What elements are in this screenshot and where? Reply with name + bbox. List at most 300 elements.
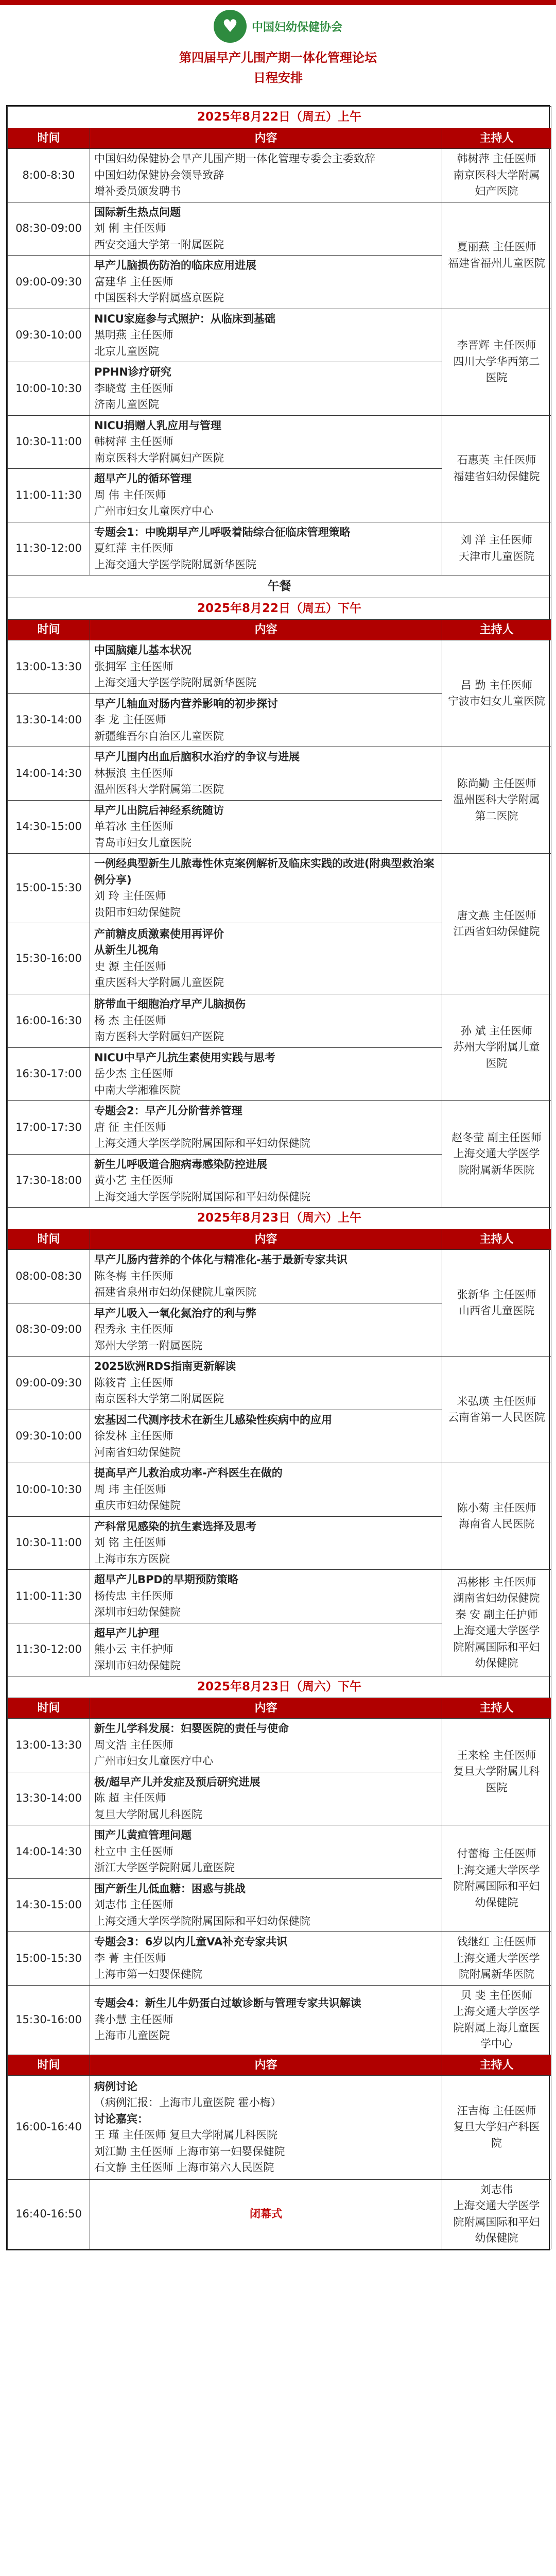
session-label: 2025年8月23日（周六）上午 [8, 1208, 551, 1229]
column-header-content: 内容 [90, 1698, 442, 1719]
table-row [8, 2179, 551, 2249]
speaker-line: 陈 超 主任医师 [94, 1792, 166, 1804]
table-row [8, 1357, 551, 1410]
speaker-line: 重庆市妇幼保健院 [94, 1499, 181, 1512]
talk-title: 2025欧洲RDS指南更新解读 [94, 1360, 236, 1372]
speaker-line: 上海市东方医院 [94, 1552, 170, 1565]
table-row [8, 854, 551, 923]
speaker-line: 周 伟 主任医师 [94, 488, 166, 501]
speaker-line: 南方医科大学附属妇产医院 [94, 1030, 224, 1043]
speaker-line: 中国妇幼保健协会领导致辞 [94, 168, 224, 181]
talk-title: 早产儿脑损伤防治的临床应用进展 [94, 259, 256, 272]
speaker-line: 熊小云 主任护师 [94, 1643, 173, 1655]
host-line: 海南省人民医院 [459, 1518, 534, 1530]
speaker-line: 陈冬梅 主任医师 [94, 1269, 173, 1282]
table-row [8, 1463, 551, 1517]
column-header-content: 内容 [90, 128, 442, 149]
talk-title: NICU家庭参与式照护：从临床到基础 [94, 312, 275, 325]
row-time: 11:00-11:30 [8, 1570, 90, 1623]
row-content [90, 202, 442, 256]
speaker-line: 李 菁 主任医师 [94, 1952, 166, 1964]
talk-title: 专题会2：早产儿分阶营养管理 [94, 1105, 242, 1117]
host-line: 韩树萍 主任医师 [457, 152, 536, 165]
row-time: 14:00-14:30 [8, 1825, 90, 1879]
host-line: 汪吉梅 主任医师 [457, 2104, 536, 2117]
talk-title: 超早产儿护理 [94, 1626, 159, 1639]
row-time: 11:30-12:00 [8, 522, 90, 575]
row-content [90, 309, 442, 362]
host-line: 天津市儿童医院 [459, 550, 534, 563]
host-line: 宁波市妇女儿童医院 [448, 695, 545, 707]
speaker-line: 郑州大学第一附属医院 [94, 1339, 202, 1352]
row-time: 09:30-10:00 [8, 1410, 90, 1463]
session-header-row [8, 598, 551, 620]
host-line: 唐文燕 主任医师 [457, 909, 536, 922]
host-line: 苏州大学附属儿童 [453, 1041, 540, 1054]
row-time: 14:00-14:30 [8, 747, 90, 801]
row-host [442, 202, 551, 309]
speaker-line: 深圳市妇幼保健院 [94, 1606, 181, 1618]
row-content [90, 747, 442, 801]
speaker-line: 上海市儿童医院 [94, 2029, 170, 2042]
row-time: 14:30-15:00 [8, 1878, 90, 1932]
row-time: 10:30-11:00 [8, 415, 90, 469]
speaker-line: 中国医科大学附属盛京医院 [94, 292, 224, 304]
row-content [90, 1250, 442, 1303]
column-header-time: 时间 [8, 1698, 90, 1719]
row-content [90, 256, 442, 309]
speaker-line: 温州医科大学附属第二医院 [94, 783, 224, 795]
row-time: 08:00-08:30 [8, 1250, 90, 1303]
row-time: 10:00-10:30 [8, 1463, 90, 1517]
speaker-line: 上海交通大学医学院附属国际和平妇幼保健院 [94, 1137, 310, 1149]
speaker-line: 河南省妇幼保健院 [94, 1446, 181, 1459]
row-content [90, 1772, 442, 1825]
row-host [442, 640, 551, 747]
host-line: 院附属新华医院 [459, 1968, 534, 1980]
talk-title: 超早产儿的循环管理 [94, 472, 192, 485]
host-line: 上海交通大学医学 [453, 1147, 540, 1160]
row-host [442, 1985, 551, 2055]
row-time: 15:30-16:00 [8, 923, 90, 994]
speaker-line: 上海交通大学医学院附属新华医院 [94, 676, 256, 689]
talk-title-secondary: 讨论嘉宾： [94, 2112, 148, 2125]
row-host [442, 1357, 551, 1463]
row-host [442, 1570, 551, 1676]
row-content [90, 1463, 442, 1517]
lunch-label: 午餐 [8, 575, 551, 598]
host-line: 上海交通大学医学 [453, 2005, 540, 2018]
row-content [90, 800, 442, 854]
column-header-host: 主持人 [442, 1229, 551, 1250]
org-name: 中国妇幼保健协会 [251, 21, 342, 34]
column-header-host: 主持人 [442, 620, 551, 640]
talk-title: 专题会3：6岁以内儿童VA补充专家共识 [94, 1936, 288, 1948]
speaker-line: 黄小艺 主任医师 [94, 1174, 173, 1187]
host-line: 第二医院 [475, 809, 518, 822]
session-header-row [8, 1208, 551, 1229]
row-time: 09:00-09:30 [8, 256, 90, 309]
talk-title: 国际新生热点问题 [94, 206, 181, 218]
host-line: 医院 [485, 371, 508, 384]
row-content [90, 2075, 442, 2179]
talk-title: 中国脑瘫儿基本状况 [94, 644, 192, 656]
host-line: 秦 安 副主任护师 [455, 1608, 538, 1621]
schedule-subtitle: 日程安排 [253, 71, 303, 85]
row-content [90, 1410, 442, 1463]
speaker-line: 上海交通大学医学院附属国际和平妇幼保健院 [94, 1190, 310, 1203]
row-time: 15:30-16:00 [8, 1985, 90, 2055]
table-row [8, 747, 551, 801]
table-row [8, 1985, 551, 2055]
host-line: 吕 勤 主任医师 [460, 679, 533, 691]
row-content [90, 1623, 442, 1676]
talk-title: 专题会4：新生儿牛奶蛋白过敏诊断与管理专家共识解读 [94, 1997, 361, 2010]
row-host [442, 854, 551, 994]
talk-title: 围产儿黄疸管理问题 [94, 1829, 192, 1841]
talk-title: NICU捐赠人乳应用与管理 [94, 419, 221, 432]
host-line: 冯彬彬 主任医师 [457, 1575, 536, 1588]
table-row [8, 1570, 551, 1623]
table-row [8, 640, 551, 694]
row-content [90, 1303, 442, 1357]
talk-title: 超早产儿BPD的早期预防策略 [94, 1573, 238, 1586]
row-time: 11:00-11:30 [8, 469, 90, 522]
talk-title: PPHN诊疗研究 [94, 366, 171, 378]
row-host [442, 309, 551, 415]
host-line: 王来栓 主任医师 [457, 1749, 536, 1761]
talk-title: 极/超早产儿并发症及预后研究进展 [94, 1775, 260, 1788]
table-header-row [8, 620, 551, 640]
column-header-time: 时间 [8, 1229, 90, 1250]
speaker-line: 浙江大学医学院附属儿童医院 [94, 1861, 235, 1874]
table-row [8, 202, 551, 256]
row-content [90, 1357, 442, 1410]
row-content [90, 994, 442, 1048]
speaker-line: 深圳市妇幼保健院 [94, 1659, 181, 1672]
row-content [90, 1825, 442, 1879]
row-content [90, 2179, 442, 2249]
row-time: 13:30-14:00 [8, 693, 90, 747]
row-content [90, 693, 442, 747]
host-line: 陈小菊 主任医师 [457, 1501, 536, 1514]
row-content [90, 854, 442, 923]
host-line: 四川大学华西第二 [453, 355, 540, 368]
host-line: 妇产医院 [475, 185, 518, 197]
table-header-row [8, 128, 551, 149]
host-line: 福建省妇幼保健院 [453, 470, 540, 483]
talk-title: 宏基因二代测序技术在新生儿感染性疾病中的应用 [94, 1413, 332, 1426]
column-header-content: 内容 [90, 620, 442, 640]
row-content [90, 1047, 442, 1101]
host-line: 云南省第一人民医院 [448, 1411, 545, 1423]
table-row [8, 522, 551, 575]
row-host [442, 994, 551, 1101]
speaker-line: 中南大学湘雅医院 [94, 1083, 181, 1096]
row-time: 16:40-16:50 [8, 2179, 90, 2249]
host-line: 医院 [485, 1781, 508, 1794]
table-row [8, 309, 551, 362]
host-line: 院附属上海儿童医 [453, 2021, 540, 2034]
host-line: 上海交通大学医学 [453, 2199, 540, 2212]
column-header-content: 内容 [90, 2055, 442, 2075]
row-content [90, 362, 442, 416]
speaker-line: 韩树萍 主任医师 [94, 435, 173, 448]
talk-title: NICU中早产儿抗生素使用实践与思考 [94, 1051, 275, 1064]
host-line: 院附属国际和平妇 [453, 2215, 540, 2228]
row-content [90, 1516, 442, 1570]
speaker-line: 广州市妇女儿童医疗中心 [94, 1755, 213, 1767]
table-row [8, 149, 551, 202]
speaker-line: 刘 铭 主任医师 [94, 1536, 166, 1549]
row-time: 13:00-13:30 [8, 640, 90, 694]
row-time: 09:00-09:30 [8, 1357, 90, 1410]
talk-title: 早产儿出院后神经系统随访 [94, 804, 224, 817]
speaker-line: 增补委员颁发聘书 [94, 185, 181, 197]
row-host [442, 1463, 551, 1570]
talk-title: 新生儿呼吸道合胞病毒感染防控进展 [94, 1158, 267, 1171]
row-host [442, 1932, 551, 1986]
talk-title: 产前糖皮质激素使用再评价 [94, 927, 224, 940]
table-header-row [8, 1229, 551, 1250]
speaker-line: 重庆医科大学附属儿童医院 [94, 976, 224, 989]
host-line: 院 [491, 2137, 502, 2149]
row-time: 14:30-15:00 [8, 800, 90, 854]
conference-title: 第四届早产儿围产期一体化管理论坛 [179, 50, 377, 65]
host-line: 陈尚勤 主任医师 [457, 777, 536, 790]
talk-title: 早产儿轴血对肠内营养影响的初步探讨 [94, 697, 278, 710]
talk-title: 专题会1：中晚期早产儿呼吸着陆综合征临床管理策略 [94, 526, 351, 538]
host-line: 温州医科大学附属 [453, 793, 540, 806]
row-time: 15:00-15:30 [8, 1932, 90, 1986]
speaker-line: 黑明燕 主任医师 [94, 329, 173, 341]
row-time: 09:30-10:00 [8, 309, 90, 362]
row-content [90, 1719, 442, 1772]
lunch-row [8, 575, 551, 598]
talk-title: 病例讨论 [94, 2080, 137, 2093]
row-host [442, 1101, 551, 1208]
host-line: 复旦大学附属儿科 [453, 1765, 540, 1778]
speaker-line: 西安交通大学第一附属医院 [94, 238, 224, 251]
speaker-line: 中国妇幼保健协会早产儿围产期一体化管理专委会主委致辞 [94, 152, 375, 165]
document-header [0, 5, 556, 85]
host-line: 南京医科大学附属 [453, 168, 540, 181]
row-host [442, 1825, 551, 1932]
row-content [90, 1985, 442, 2055]
speaker-line: 复旦大学附属儿科医院 [94, 1808, 202, 1821]
row-content [90, 1101, 442, 1155]
speaker-line: 杨传忠 主任医师 [94, 1589, 173, 1602]
row-time: 17:30-18:00 [8, 1154, 90, 1208]
column-header-host: 主持人 [442, 2055, 551, 2075]
row-time: 08:30-09:00 [8, 202, 90, 256]
speaker-line: 王 瑾 主任医师 复旦大学附属儿科医院 [94, 2129, 278, 2141]
host-line: 院附属新华医院 [459, 1163, 534, 1176]
speaker-line: 上海交通大学医学院附属国际和平妇幼保健院 [94, 1914, 310, 1927]
row-content [90, 1570, 442, 1623]
row-time: 15:00-15:30 [8, 854, 90, 923]
host-line: 刘志伟 [480, 2183, 513, 2196]
row-time: 16:00-16:40 [8, 2075, 90, 2179]
session-header-row [8, 107, 551, 128]
host-line: 石惠英 主任医师 [457, 454, 536, 466]
table-row [8, 1932, 551, 1986]
row-host [442, 1719, 551, 1825]
talk-title: 脐带血干细胞治疗早产儿脑损伤 [94, 998, 246, 1010]
host-line: 院附属国际和平妇 [453, 1640, 540, 1653]
row-host [442, 149, 551, 202]
row-time: 11:30-12:00 [8, 1623, 90, 1676]
speaker-line: 李晓莺 主任医师 [94, 382, 173, 395]
host-line: 幼保健院 [475, 1657, 518, 1669]
talk-title-secondary: 从新生儿视角 [94, 944, 159, 956]
column-header-host: 主持人 [442, 1698, 551, 1719]
host-line: 上海交通大学医学 [453, 1863, 540, 1876]
speaker-line: 陈筱青 主任医师 [94, 1376, 173, 1389]
row-content [90, 415, 442, 469]
speaker-line: 单若冰 主任医师 [94, 820, 173, 833]
speaker-line: 徐发林 主任医师 [94, 1430, 173, 1442]
host-line: 上海交通大学医学 [453, 1952, 540, 1964]
heart-shield-icon: ♥ [214, 10, 247, 43]
host-line: 赵冬莹 副主任医师 [451, 1131, 542, 1144]
speaker-line: 富建华 主任医师 [94, 275, 173, 288]
top-color-band [0, 0, 556, 5]
speaker-line: 李 龙 主任医师 [94, 714, 166, 726]
host-line: 复旦大学妇产科医 [453, 2121, 540, 2133]
schedule-table-wrapper [6, 105, 550, 2250]
host-line: 夏丽燕 主任医师 [457, 241, 536, 253]
speaker-line: 刘 俐 主任医师 [94, 222, 166, 234]
talk-title: 早产儿肠内营养的个体化与精准化-基于最新专家共识 [94, 1253, 348, 1266]
host-line: 福建省福州儿童医院 [448, 257, 545, 269]
row-time: 08:30-09:00 [8, 1303, 90, 1357]
column-header-time: 时间 [8, 620, 90, 640]
speaker-line: （病例汇报：上海市儿童医院 霍小梅） [94, 2096, 282, 2109]
host-line: 贝 斐 主任医师 [460, 1989, 533, 2002]
row-content [90, 149, 442, 202]
row-host [442, 1250, 551, 1357]
host-line: 江西省妇幼保健院 [453, 925, 540, 938]
row-time: 17:00-17:30 [8, 1101, 90, 1155]
speaker-line: 杜立中 主任医师 [94, 1845, 173, 1858]
session-label: 2025年8月22日（周五）下午 [8, 598, 551, 620]
column-header-time: 时间 [8, 128, 90, 149]
host-line: 幼保健院 [475, 2232, 518, 2244]
row-time: 10:30-11:00 [8, 1516, 90, 1570]
host-line: 付蕾梅 主任医师 [457, 1848, 536, 1860]
table-header-row [8, 1698, 551, 1719]
row-content [90, 640, 442, 694]
column-header-time: 时间 [8, 2055, 90, 2075]
host-line: 院附属国际和平妇 [453, 1880, 540, 1892]
host-line: 幼保健院 [475, 1896, 518, 1909]
host-line: 山西省儿童医院 [459, 1304, 534, 1317]
speaker-line: 林振浪 主任医师 [94, 767, 173, 779]
speaker-line: 周 玮 主任医师 [94, 1483, 166, 1496]
host-line: 医院 [485, 1057, 508, 1070]
speaker-line: 刘志伟 主任医师 [94, 1899, 173, 1911]
schedule-table [7, 106, 551, 2249]
talk-title: 早产儿吸入一氧化氮治疗的利与弊 [94, 1307, 256, 1319]
row-time: 16:00-16:30 [8, 994, 90, 1048]
host-line: 米弘瑛 主任医师 [457, 1395, 536, 1408]
speaker-line: 上海交通大学医学院附属新华医院 [94, 558, 256, 571]
table-row [8, 2075, 551, 2179]
speaker-line: 刘江勤 主任医师 上海市第一妇婴保健院 [94, 2145, 285, 2158]
speaker-line: 新疆维吾尔自治区儿童医院 [94, 730, 224, 742]
host-line: 钱继红 主任医师 [457, 1936, 536, 1948]
row-content [90, 1932, 442, 1986]
speaker-line: 南京医科大学附属妇产医院 [94, 451, 224, 464]
table-row [8, 1825, 551, 1879]
row-time: 8:00-8:30 [8, 149, 90, 202]
host-line: 学中心 [480, 2038, 513, 2050]
row-host [442, 415, 551, 522]
table-row [8, 1101, 551, 1155]
speaker-line: 刘 玲 主任医师 [94, 890, 166, 902]
talk-title: 一例经典型新生儿脓毒性休克案例解析及临床实践的改进(附典型救治案例分享) [94, 857, 435, 886]
session-label: 2025年8月22日（周五）上午 [8, 107, 551, 128]
column-header-host: 主持人 [442, 128, 551, 149]
host-line: 湖南省妇幼保健院 [453, 1592, 540, 1604]
host-line: 刘 洋 主任医师 [460, 534, 533, 547]
row-content [90, 522, 442, 575]
speaker-line: 青岛市妇女儿童医院 [94, 836, 192, 849]
host-line: 李晋辉 主任医师 [457, 339, 536, 352]
row-content [90, 1878, 442, 1932]
column-header-content: 内容 [90, 1229, 442, 1250]
row-time: 10:00-10:30 [8, 362, 90, 416]
table-row [8, 994, 551, 1048]
host-line: 上海交通大学医学 [453, 1624, 540, 1637]
speaker-line: 夏红萍 主任医师 [94, 542, 173, 554]
speaker-line: 杨 杰 主任医师 [94, 1014, 166, 1027]
talk-title: 提高早产儿救治成功率-产科医生在做的 [94, 1467, 283, 1479]
session-label: 2025年8月23日（周六）下午 [8, 1676, 551, 1698]
row-content [90, 1154, 442, 1208]
row-host [442, 522, 551, 575]
talk-title: 围产新生儿低血糖：困惑与挑战 [94, 1882, 246, 1895]
speaker-line: 石文静 主任医师 上海市第六人民医院 [94, 2161, 274, 2174]
table-row [8, 1719, 551, 1772]
row-content [90, 923, 442, 994]
host-line: 孙 斌 主任医师 [460, 1024, 533, 1037]
speaker-line: 上海市第一妇婴保健院 [94, 1968, 202, 1980]
talk-title: 产科常见感染的抗生素选择及思考 [94, 1520, 256, 1533]
host-line: 张新华 主任医师 [457, 1288, 536, 1301]
speaker-line: 贵阳市妇幼保健院 [94, 906, 181, 919]
session-header-row [8, 1676, 551, 1698]
speaker-line: 广州市妇女儿童医疗中心 [94, 505, 213, 517]
row-time: 13:00-13:30 [8, 1719, 90, 1772]
row-time: 13:30-14:00 [8, 1772, 90, 1825]
talk-title: 早产儿围内出血后脑积水治疗的争议与进展 [94, 751, 300, 763]
speaker-line: 济南儿童医院 [94, 398, 159, 411]
talk-title: 新生儿学科发展：妇婴医院的责任与使命 [94, 1722, 289, 1735]
row-content [90, 469, 442, 522]
table-row [8, 415, 551, 469]
org-logo-row [0, 8, 556, 44]
speaker-line: 福建省泉州市妇幼保健院儿童医院 [94, 1286, 256, 1298]
row-time: 16:30-17:00 [8, 1047, 90, 1101]
speaker-line: 周文浩 主任医师 [94, 1738, 173, 1751]
table-header-row [8, 2055, 551, 2075]
speaker-line: 岳少杰 主任医师 [94, 1067, 173, 1080]
speaker-line: 南京医科大学第二附属医院 [94, 1393, 224, 1405]
row-host [442, 747, 551, 854]
talk-title: 闭幕式 [250, 2207, 282, 2220]
